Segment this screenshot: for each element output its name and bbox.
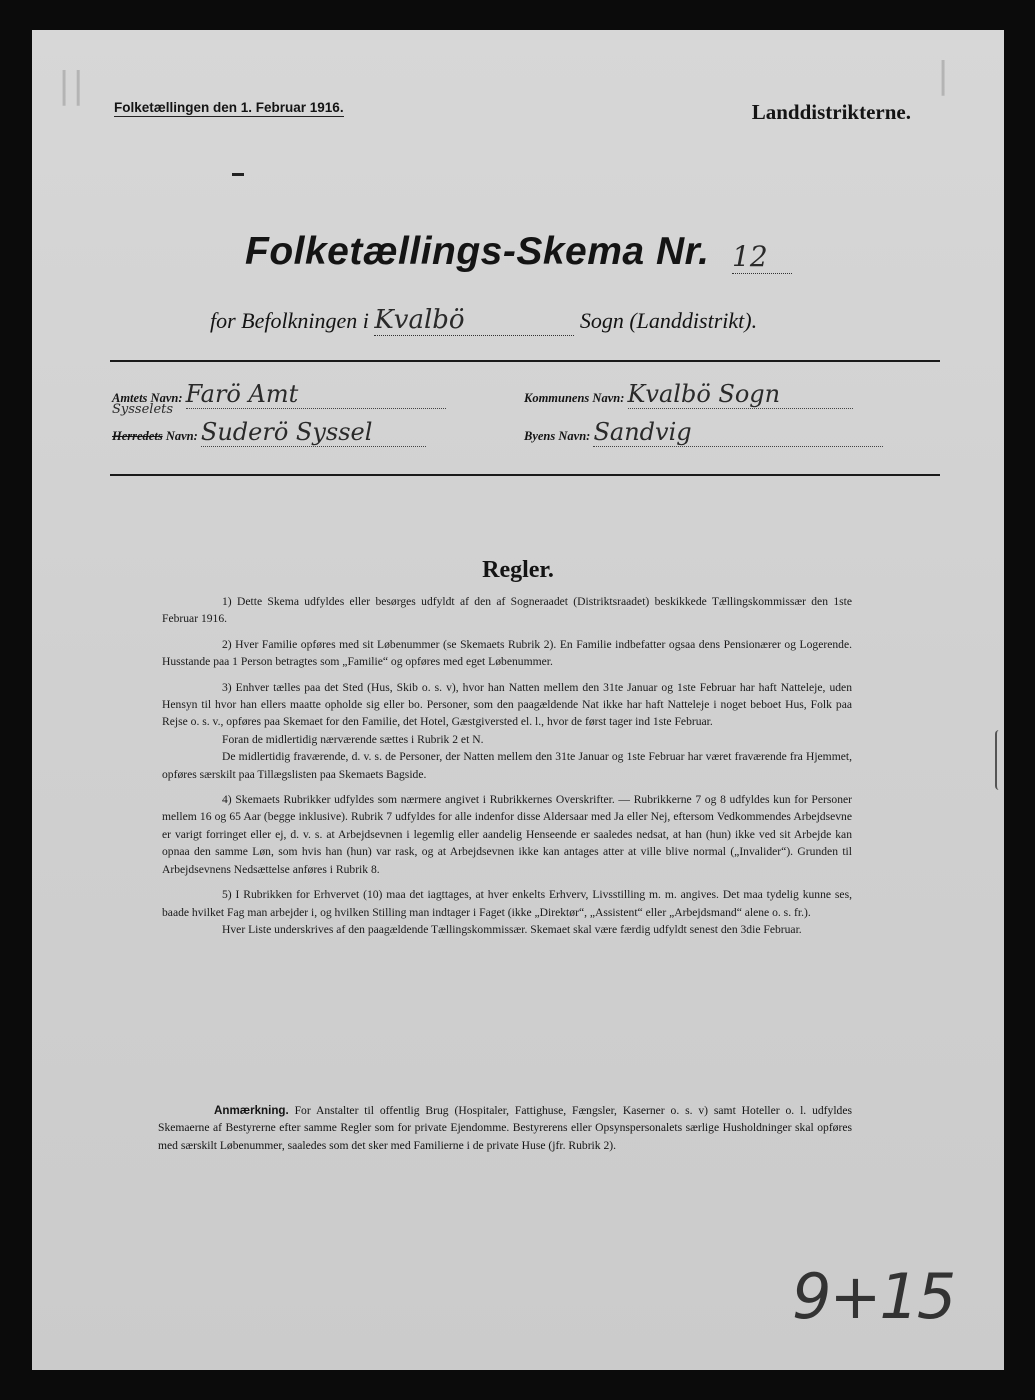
note-label: Anmærkning.	[214, 1104, 289, 1117]
note-text: For Anstalter til offentlig Brug (Hospitaler, Fattighuse, Fængsler, Kaserner o. s. v) samt Hoteller o. l. udfyldes Skemaerne af Bestyrerne efter samme Regler som for private Ejendomme. Bestyrerens eller Opsynspersonalets særlige Husholdninger skal opføres med særskilt Løbenummer, saaledes som det sker med Familierne i de private Huse (jfr. Rubrik 2).	[158, 1104, 852, 1152]
parish-value: Kvalbö	[374, 305, 574, 336]
kommune-field	[524, 380, 853, 409]
byens-label: Byens Navn:	[524, 429, 591, 443]
rule-1: 1) Dette Skema udfyldes eller besørges udfyldt af den af Sogneraadet (Distriktsraadet) beskikkede Tællingskommissær den 1ste Februar 1916.	[162, 595, 852, 626]
edge-mark	[995, 730, 1003, 790]
pencil-annotation: 9+15	[792, 1260, 955, 1333]
parish-suffix: Sogn (Landdistrikt).	[579, 308, 758, 333]
divider-bottom	[110, 474, 940, 476]
sysselets-label: Sysselets	[112, 402, 174, 417]
census-form-sheet	[32, 30, 1004, 1370]
form-title-text: Folketællings-Skema Nr.	[245, 230, 710, 273]
herred-navn-label: Navn:	[165, 429, 198, 443]
rule-3-note-absent: De midlertidig fraværende, d. v. s. de Personer, der Natten mellem den 31te Januar og 1ste Februar har været fraværende fra Hjemmet, opføres særskilt paa Tillægslisten paa Skemaets Bagside.	[162, 750, 852, 781]
parish-prefix: for Befolkningen i	[210, 308, 369, 333]
byens-value: Sandvig	[593, 418, 883, 447]
rule-3-note-present: Foran de midlertidig nærværende sættes i Rubrik 2 et N.	[222, 732, 484, 746]
faint-bleed-mark-right: |	[937, 55, 952, 96]
district-type-header: Landdistrikterne.	[751, 100, 911, 124]
rule-5: 5) I Rubrikken for Erhvervet (10) maa det iagttages, at hver enkelts Erhverv, Livsstilling m. m. angives. Det maa tydelig kunne ses, baade hvilket Fag man arbejder i, og hvilken Stilling man indtager i Faget (ikke „Direktør“, „Assistent“ eller „Arbejdsmand“ alene o. s. fr.).	[162, 888, 852, 919]
rule-6: Hver Liste underskrives af den paagældende Tællingskommissær. Skemaet skal være færdig udfyldt senest den 3die Februar.	[222, 922, 802, 936]
herredets-label: Herredets	[112, 429, 163, 443]
parish-line	[210, 305, 757, 336]
rules-heading: Regler.	[482, 557, 554, 583]
kommune-value: Kvalbö Sogn	[628, 380, 853, 409]
rule-2: 2) Hver Familie opføres med sit Løbenummer (se Skemaets Rubrik 2). En Familie indbefatter ogsaa dens Pensionærer og Logerende. Husstande paa 1 Person betragtes som „Familie“ og opføres med eget Løbenummer.	[162, 637, 852, 669]
amt-label: Amtets Navn:	[112, 391, 183, 405]
form-title	[245, 230, 709, 274]
rules-body	[162, 593, 852, 946]
rule-3: 3) Enhver tælles paa det Sted (Hus, Skib o. s. v), hvor han Natten mellem den 31te Januar og 1ste Februar har haft Natteleje, uden Hensyn til hvor han ellers maatte opholde sig eller bo. Personer, som den paagældende Nat ikke har haft Natteleje i noget beboet Hus, Folk paa Rejse o. s. v., opføres paa Skemaet for den Familie, det Hotel, Gæstgiversted el. l., hvor de først tager ind 1ste Februar.	[162, 680, 852, 729]
divider-top	[110, 360, 940, 362]
census-date-header: Folketællingen den 1. Februar 1916.	[114, 100, 344, 115]
rule-4: 4) Skemaets Rubrikker udfyldes som nærmere angivet i Rubrikkernes Overskrifter. — Rubrikkerne 7 og 8 udfyldes kun for Personer mellem 16 og 65 Aar (begge inklusive). Rubrik 7 udfyldes for alle indenfor disse Aldersaar med Ja eller Nej, eftersom Vedkommendes Arbejdsevne er varigt forringet eller ej, d. v. s. at Arbejdsevnen i legemlig eller aandelig Henseende er saaledes nedsat, at han (hun) ikke ved sit Arbejde kan opnaa den samme Løn, som hvis han (hun) var rask, og at Arbejdsevnen ikke kan antages atter at ville blive normal („Invalider“). Grunden til Arbejdsevnens Nedsættelse anføres i Rubrik 8.	[162, 793, 852, 876]
byens-field	[524, 418, 883, 447]
herred-value: Suderö Syssel	[201, 418, 426, 447]
amt-value: Farö Amt	[186, 380, 446, 409]
faint-bleed-mark: ||	[58, 65, 87, 106]
kommune-label: Kommunens Navn:	[524, 391, 625, 405]
ink-dash	[232, 173, 244, 176]
form-number-value: 12	[732, 240, 792, 274]
herred-field	[112, 418, 426, 447]
note-paragraph	[158, 1102, 852, 1154]
